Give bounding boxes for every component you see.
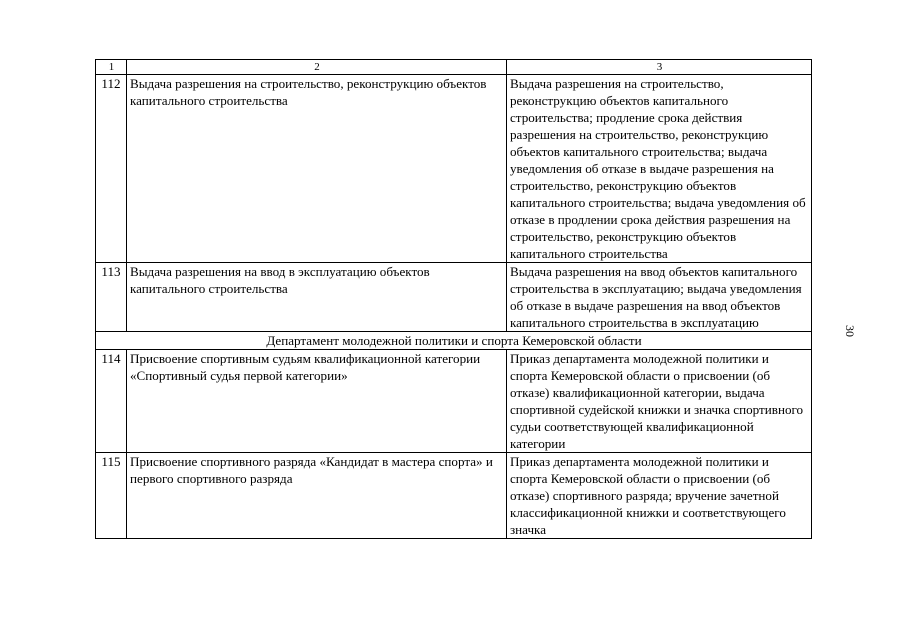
service-result: Выдача разрешения на ввод объектов капитального строительства в эксплуатацию; выдача уведомления об отказе в выдаче разрешения на ввод объектов капитального строительства в эксплуатацию	[507, 263, 812, 332]
table-row	[96, 75, 812, 263]
column-number-1: 1	[96, 60, 127, 75]
row-number: 113	[96, 263, 127, 332]
column-number-row	[96, 60, 812, 75]
service-name: Присвоение спортивного разряда «Кандидат в мастера спорта» и первого спортивного разряда	[127, 453, 507, 539]
section-title: Департамент молодежной политики и спорта Кемеровской области	[96, 332, 812, 350]
table-row	[96, 350, 812, 453]
service-name: Выдача разрешения на строительство, реконструкцию объектов капитального строительства	[127, 75, 507, 263]
service-name: Присвоение спортивным судьям квалификационной категории «Спортивный судья первой категории»	[127, 350, 507, 453]
row-number: 114	[96, 350, 127, 453]
column-number-3: 3	[507, 60, 812, 75]
row-number: 115	[96, 453, 127, 539]
row-number: 112	[96, 75, 127, 263]
section-header-row	[96, 332, 812, 350]
services-table	[95, 59, 812, 539]
page-number: 30	[843, 325, 857, 337]
service-result: Приказ департамента молодежной политики и спорта Кемеровской области о присвоении (об отказе) спортивного разряда; вручение зачетной классификационной книжки и соответствующего значка	[507, 453, 812, 539]
table-row	[96, 453, 812, 539]
service-name: Выдача разрешения на ввод в эксплуатацию объектов капитального строительства	[127, 263, 507, 332]
column-number-2: 2	[127, 60, 507, 75]
service-result: Выдача разрешения на строительство, реконструкцию объектов капитального строительства; продление срока действия разрешения на строительство, реконструкцию объектов капитального строительства; выдача уведомления об отказе в выдаче разрешения на строительство, реконструкцию объектов капитального строительства; выдача уведомления об отказе в продлении срока действия разрешения на строительство, реконструкцию объектов капитального строительства	[507, 75, 812, 263]
service-result: Приказ департамента молодежной политики и спорта Кемеровской области о присвоении (об отказе) квалификационной категории, выдача спортивной судейской книжки и значка спортивного судьи соответствующей квалификационной категории	[507, 350, 812, 453]
table-row	[96, 263, 812, 332]
